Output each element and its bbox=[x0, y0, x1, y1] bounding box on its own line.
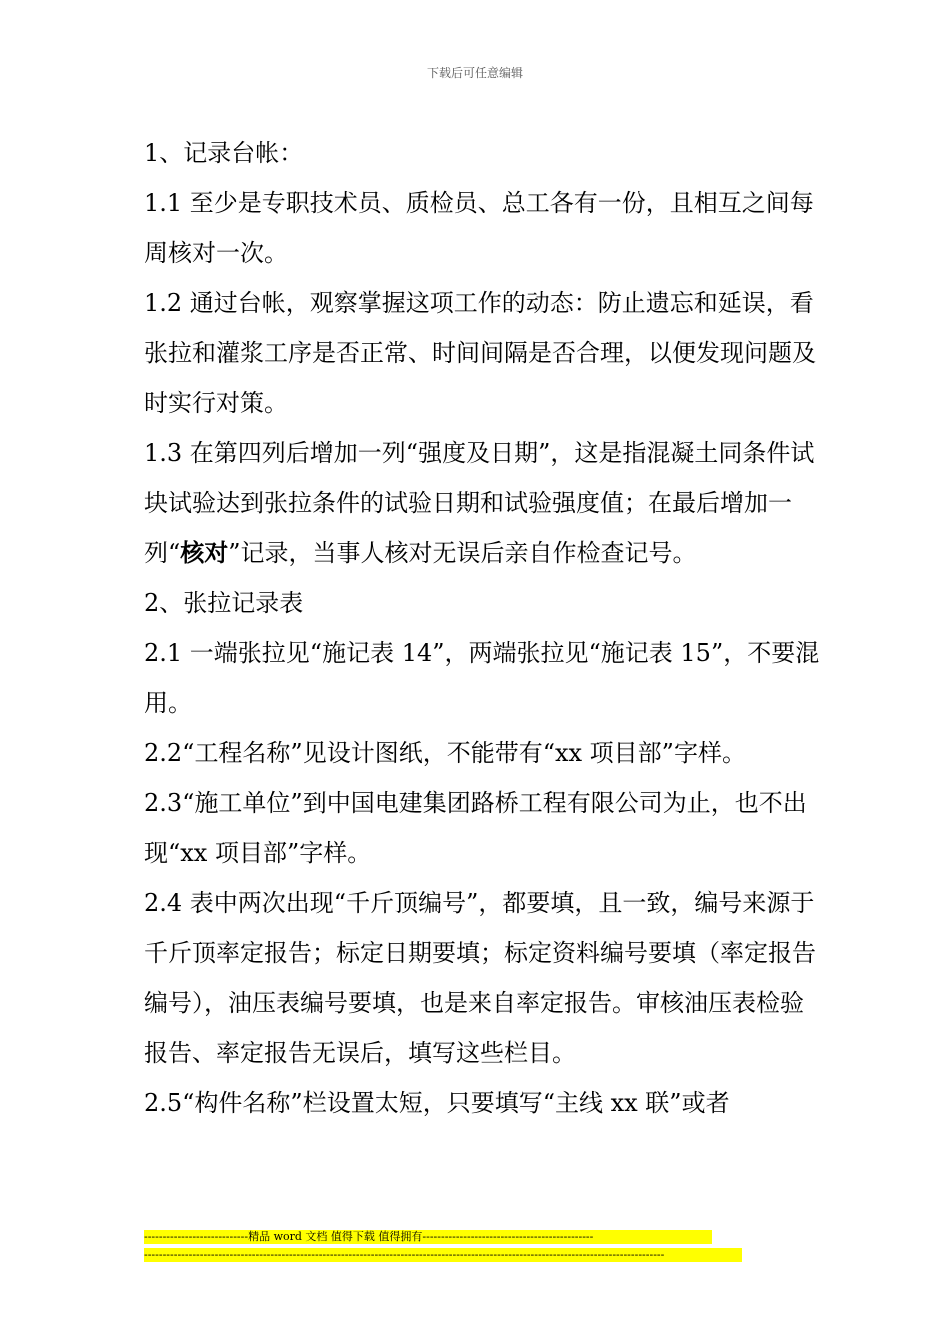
footer-highlight-line-2: -------------------------------------------------------------------------------------------------------------------------------------------- bbox=[144, 1248, 742, 1262]
page-header: 下载后可任意编辑 bbox=[426, 66, 523, 80]
bold-verify-text: 核对 bbox=[180, 538, 229, 567]
paragraph-2-3: 2.3“施工单位”到中国电建集团路桥工程有限公司为止，也不出现“xx 项目部”字样。 bbox=[144, 789, 807, 867]
paragraph-2-4: 2.4 表中两次出现“千斤顶编号”，都要填，且一致，编号来源于千斤顶率定报告；标定日期要填；标定资料编号要填（率定报告编号），油压表编号要填，也是来自率定报告。审核油压表检验报告、率定报告无误后，填写这些栏目。 bbox=[144, 889, 816, 1067]
page-footer bbox=[144, 1230, 742, 1262]
paragraph-2-5: 2.5“构件名称”栏设置太短，只要填写“主线 xx 联”或者 bbox=[144, 1089, 730, 1117]
paragraph-1-1: 1.1 至少是专职技术员、质检员、总工各有一份，且相互之间每周核对一次。 bbox=[144, 189, 814, 267]
heading-1: 1、记录台帐： bbox=[144, 139, 304, 167]
paragraph-2-1: 2.1 一端张拉见“施记表 14”，两端张拉见“施记表 15”，不要混用。 bbox=[144, 639, 820, 717]
paragraph-1-3 bbox=[144, 428, 824, 578]
document-body bbox=[144, 128, 824, 1128]
paragraph-2-2: 2.2“工程名称”见设计图纸，不能带有“xx 项目部”字样。 bbox=[144, 739, 746, 767]
heading-2: 2、张拉记录表 bbox=[144, 589, 304, 617]
footer-highlight-line-1: ----------------------------精品 word 文档 值得下载 值得拥有---------------------------------------------- bbox=[144, 1230, 712, 1244]
paragraph-1-3-part-a: 1.3 在第四列后增加一列“强度及日期”，这是指混凝土同条件试块试验达到张拉条件的试验日期和试验强度值；在最后增加一列“ bbox=[144, 439, 815, 567]
paragraph-1-3-part-c: ”记录，当事人核对无误后亲自作检查记号。 bbox=[228, 539, 697, 567]
paragraph-1-2: 1.2 通过台帐，观察掌握这项工作的动态：防止遗忘和延误，看张拉和灌浆工序是否正常、时间间隔是否合理，以便发现问题及时实行对策。 bbox=[144, 289, 816, 417]
